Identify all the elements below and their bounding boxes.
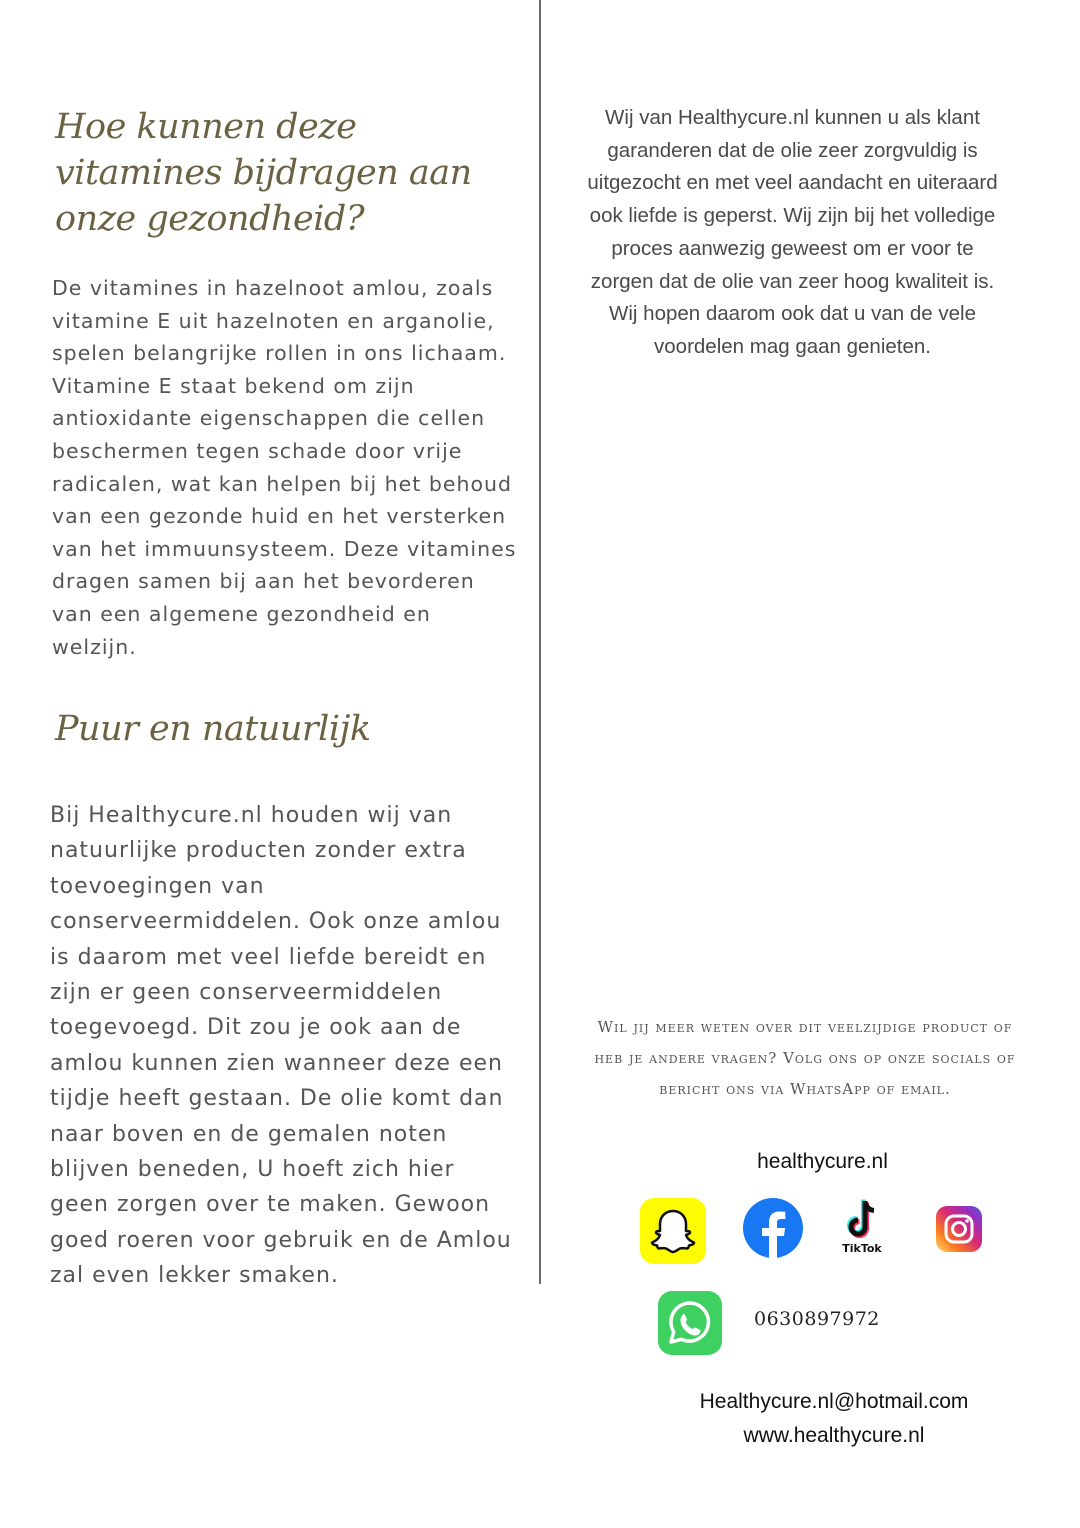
social-handle: healthycure.nl [757, 1150, 888, 1173]
facebook-icon[interactable] [742, 1197, 804, 1259]
tiktok-label: TikTok [842, 1242, 882, 1255]
instagram-icon[interactable] [936, 1206, 982, 1252]
column-divider [539, 0, 541, 1284]
paragraph-guarantee: Wij van Healthycure.nl kunnen u als klant garanderen dat de olie zeer zorgvuldig is uitgezocht en met veel aandacht en uiteraard ook liefde is geperst. Wij zijn bij het volledige proces aanwezig geweest om er voor te zorgen dat de olie van zeer hoog kwaliteit is. Wij hopen daarom ook dat u van de vele voordelen mag gaan genieten. [587, 106, 998, 358]
email-address[interactable]: Healthycure.nl@hotmail.com [699, 1390, 969, 1413]
phone-number[interactable]: 0630897972 [754, 1308, 880, 1330]
paragraph-pure-natural: Bij Healthycure.nl houden wij van natuurlijke producten zonder extra toevoegingen van conserveermiddelen. Ook onze amlou is daarom met veel liefde bereidt en zijn er geen conserveermiddelen toegevoegd. Dit zou je ook aan de amlou kunnen zien wanneer deze een tijdje heeft gestaan. De olie komt dan naar boven en de gemalen noten blijven beneden, U hoeft zich hier geen zorgen over te maken. Gewoon goed roeren voor gebruik en de Amlou zal even lekker smaken. [50, 803, 512, 1289]
heading-pure-natural: Puur en natuurlijk [55, 709, 371, 749]
tiktok-icon[interactable] [838, 1197, 886, 1255]
contact-call-to-action: Wil jij meer weten over dit veelzijdige product of heb je andere vragen? Volg ons op onze socials of bericht ons via WhatsApp of email. [594, 1018, 1016, 1098]
website-link[interactable]: www.healthycure.nl [743, 1424, 925, 1447]
paragraph-vitamins: De vitamines in hazelnoot amlou, zoals vitamine E uit hazelnoten en arganolie, spelen belangrijke rollen in ons lichaam. Vitamine E staat bekend om zijn antioxidante eigenschappen die cellen beschermen tegen schade door vrije radicalen, wat kan helpen bij het behoud van een gezonde huid en het versterken van het immuunsysteem. Deze vitamines dragen samen bij aan het bevorderen van een algemene gezondheid en welzijn. [52, 276, 517, 659]
snapchat-icon[interactable] [640, 1198, 706, 1264]
heading-vitamins: Hoe kunnen deze vitamines bijdragen aan onze gezondheid? [55, 107, 472, 239]
whatsapp-icon[interactable] [658, 1291, 722, 1355]
